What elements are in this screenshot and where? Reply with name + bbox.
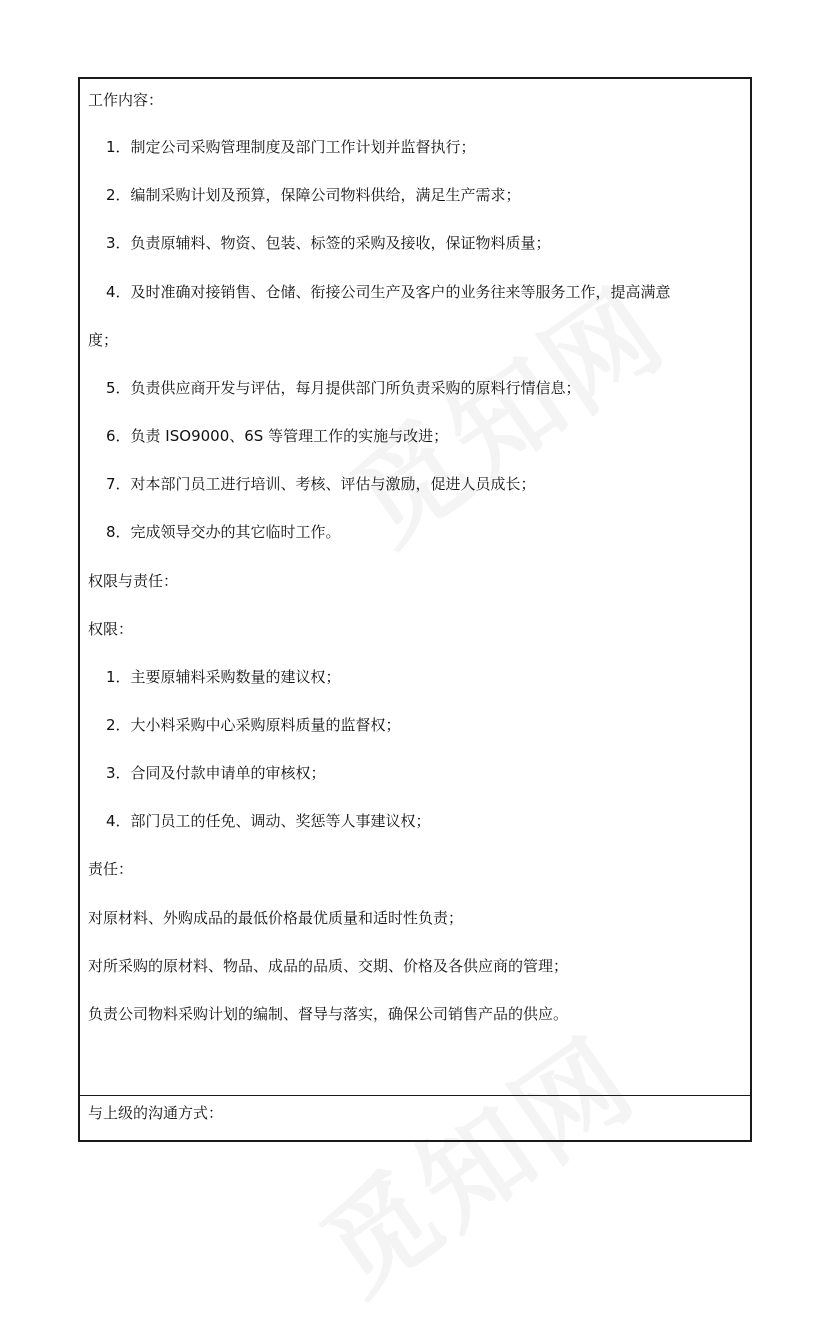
responsibility-item: 对所采购的原材料、物品、成品的品质、交期、价格及各供应商的管理； bbox=[88, 957, 569, 975]
document-table bbox=[78, 77, 752, 1142]
work-item: 8．完成领导交办的其它临时工作。 bbox=[106, 523, 341, 541]
authority-item: 1．主要原辅料采购数量的建议权； bbox=[106, 668, 341, 686]
work-item: 3．负责原辅料、物资、包装、标签的采购及接收，保证物料质量； bbox=[106, 234, 551, 252]
work-item: 5．负责供应商开发与评估，每月提供部门所负责采购的原料行情信息； bbox=[106, 379, 581, 397]
responsibility-heading: 责任： bbox=[88, 860, 134, 878]
work-item: 7．对本部门员工进行培训、考核、评估与激励，促进人员成长； bbox=[106, 475, 536, 493]
authority-heading: 权限： bbox=[88, 620, 134, 638]
authority-item: 3．合同及付款申请单的审核权； bbox=[106, 764, 326, 782]
work-item: 1．制定公司采购管理制度及部门工作计划并监督执行； bbox=[106, 138, 476, 156]
work-content-heading: 工作内容： bbox=[88, 91, 164, 109]
authority-item: 2．大小料采购中心采购原料质量的监督权； bbox=[106, 716, 401, 734]
work-item: 2．编制采购计划及预算，保障公司物料供给，满足生产需求； bbox=[106, 186, 521, 204]
responsibility-item: 负责公司物料采购计划的编制、督导与落实，确保公司销售产品的供应。 bbox=[88, 1005, 569, 1023]
responsibility-item: 对原材料、外购成品的最低价格最优质量和适时性负责； bbox=[88, 909, 464, 927]
authority-responsibility-heading: 权限与责任： bbox=[88, 572, 179, 590]
work-item: 6．负责 ISO9000、6S 等管理工作的实施与改进； bbox=[106, 427, 449, 445]
communication-heading: 与上级的沟通方式： bbox=[88, 1104, 224, 1122]
row-divider bbox=[80, 1095, 750, 1096]
work-item: 4．及时准确对接销售、仓储、衔接公司生产及客户的业务往来等服务工作，提高满意 bbox=[106, 283, 671, 301]
authority-item: 4．部门员工的任免、调动、奖惩等人事建议权； bbox=[106, 812, 431, 830]
work-item-continuation: 度； bbox=[88, 331, 119, 349]
